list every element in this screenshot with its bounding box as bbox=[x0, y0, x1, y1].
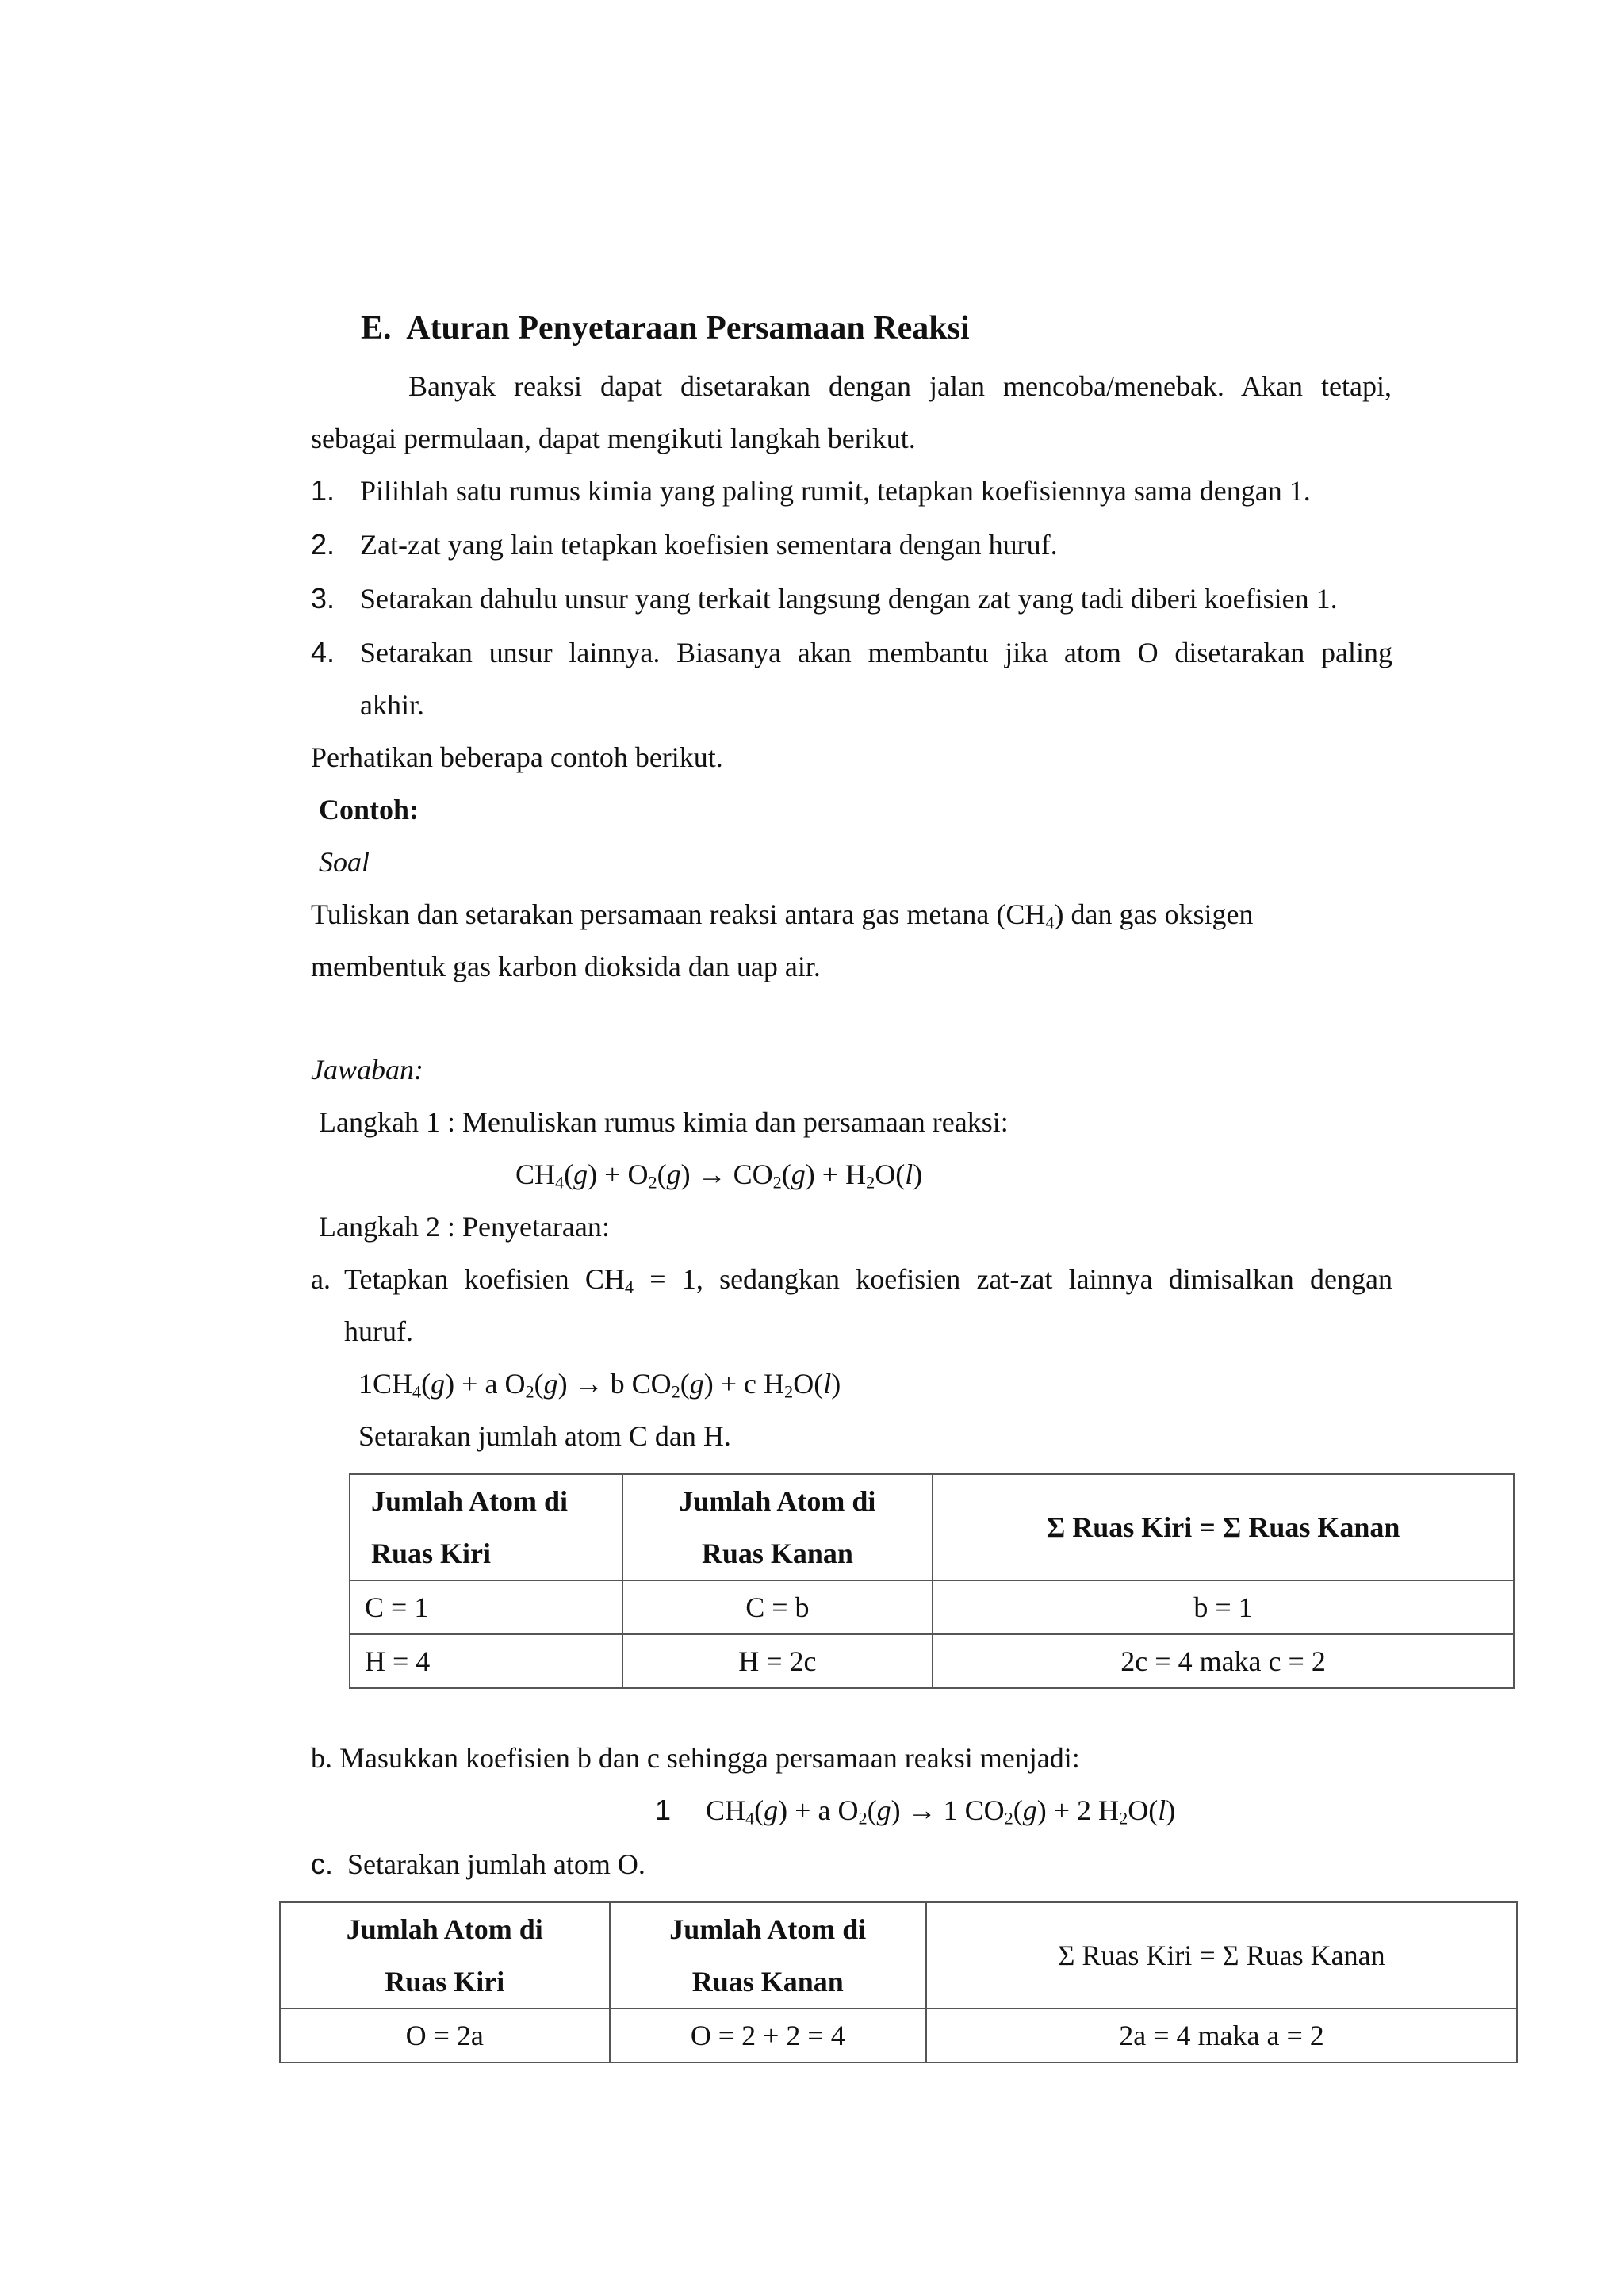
header-sum: Σ Ruas Kiri = Σ Ruas Kanan bbox=[933, 1474, 1514, 1580]
step-number: 4. bbox=[311, 636, 335, 668]
part-a-equation: $1CH_4(g) + a$ $O_2(g) \to b$ $CO_2(g) + c$ $H_2O(l)$ bbox=[358, 1368, 841, 1402]
header-sum: Σ Ruas Kiri = Σ Ruas Kanan bbox=[926, 1902, 1517, 2009]
step-text: Pilihlah satu rumus kimia yang paling rumit, tetapkan koefisiennya sama dengan 1. bbox=[360, 475, 1311, 507]
table-cell: C = 1 bbox=[350, 1580, 622, 1634]
header-right-side: Jumlah Atom di Ruas Kanan bbox=[610, 1902, 927, 2009]
table-c-h-balance bbox=[349, 1473, 1515, 1689]
part-a-instruction: Setarakan jumlah atom C dan H. bbox=[358, 1420, 731, 1452]
step-1 bbox=[311, 474, 1311, 507]
section-letter: E. bbox=[361, 310, 392, 347]
step-3 bbox=[311, 582, 1338, 615]
table-cell: O = 2 + 2 = 4 bbox=[610, 2009, 927, 2062]
step-text: Setarakan dahulu unsur yang terkait langsung dengan zat yang tadi diberi koefisien 1. bbox=[360, 583, 1338, 615]
header-left-side: Jumlah Atom di Ruas Kiri bbox=[350, 1474, 622, 1580]
table-cell: 2c = 4 maka c = 2 bbox=[933, 1634, 1514, 1688]
section-title: Aturan Penyetaraan Persamaan Reaksi bbox=[406, 310, 970, 347]
header-left-side: Jumlah Atom di Ruas Kiri bbox=[280, 1902, 610, 2009]
part-b-label: b. bbox=[311, 1742, 332, 1774]
question-line-1: Tuliskan dan setarakan persamaan reaksi antara gas metana $(CH_4)$ dan gas oksigen bbox=[311, 898, 1254, 933]
table-row bbox=[350, 1634, 1514, 1688]
part-c-text: Setarakan jumlah atom O. bbox=[347, 1848, 645, 1880]
step-number: 2. bbox=[311, 528, 335, 561]
equation-1: $CH_4(g) + O_2(g) \to CO_2(g) + H_2O(l)$ bbox=[515, 1158, 923, 1193]
table-header-row bbox=[280, 1902, 1517, 2009]
example-intro: Perhatikan beberapa contoh berikut. bbox=[311, 741, 723, 773]
step-number: 3. bbox=[311, 582, 335, 615]
answer-label: Jawaban: bbox=[311, 1054, 423, 1086]
step-text: Setarakan unsur lainnya. Biasanya akan membantu jika atom O disetarakan paling bbox=[360, 637, 1392, 668]
part-b-coefficient: 1 bbox=[655, 1794, 672, 1826]
part-b-text: Masukkan koefisien b dan c sehingga persamaan reaksi menjadi: bbox=[339, 1742, 1080, 1774]
table-row bbox=[280, 2009, 1517, 2062]
part-c-label: c. bbox=[311, 1848, 334, 1880]
table-cell: H = 4 bbox=[350, 1634, 622, 1688]
part-a-line-2: huruf. bbox=[344, 1316, 413, 1347]
intro-line-1: Banyak reaksi dapat disetarakan dengan jalan mencoba/menebak. Akan tetapi, bbox=[408, 370, 1392, 402]
header-right-side: Jumlah Atom di Ruas Kanan bbox=[622, 1474, 933, 1580]
table-cell: 2a = 4 maka a = 2 bbox=[926, 2009, 1517, 2062]
part-a-line-1: Tetapkan koefisien $CH_4 = 1$, sedangkan koefisien zat-zat lainnya dimisalkan dengan bbox=[344, 1263, 1392, 1297]
step-number: 1. bbox=[311, 474, 335, 507]
step-2-heading: Langkah 2 : Penyetaraan: bbox=[319, 1211, 610, 1243]
table-cell: H = 2c bbox=[622, 1634, 933, 1688]
example-label: Contoh: bbox=[319, 794, 419, 825]
part-c-line bbox=[311, 1848, 645, 1881]
step-4 bbox=[311, 636, 1392, 669]
intro-line-2: sebagai permulaan, dapat mengikuti langkah berikut. bbox=[311, 423, 916, 454]
section-heading bbox=[361, 309, 970, 347]
part-a-label: a. bbox=[311, 1263, 331, 1295]
step-4-continuation: akhir. bbox=[360, 689, 424, 721]
table-cell: b = 1 bbox=[933, 1580, 1514, 1634]
part-b-equation: $CH_4(g) + a$ $O_2(g) \to 1$ $CO_2(g) + 2$ $H_2O(l)$ bbox=[706, 1794, 1176, 1829]
table-header-row bbox=[350, 1474, 1514, 1580]
table-row bbox=[350, 1580, 1514, 1634]
step-1-heading: Langkah 1 : Menuliskan rumus kimia dan persamaan reaksi: bbox=[319, 1106, 1009, 1138]
table-o-balance bbox=[279, 1901, 1518, 2063]
step-text: Zat-zat yang lain tetapkan koefisien sementara dengan huruf. bbox=[360, 529, 1058, 561]
table-cell: C = b bbox=[622, 1580, 933, 1634]
part-b-line bbox=[311, 1741, 1080, 1775]
table-cell: O = 2a bbox=[280, 2009, 610, 2062]
question-line-2: membentuk gas karbon dioksida dan uap air. bbox=[311, 951, 821, 982]
step-2 bbox=[311, 528, 1058, 561]
question-label: Soal bbox=[319, 846, 370, 878]
